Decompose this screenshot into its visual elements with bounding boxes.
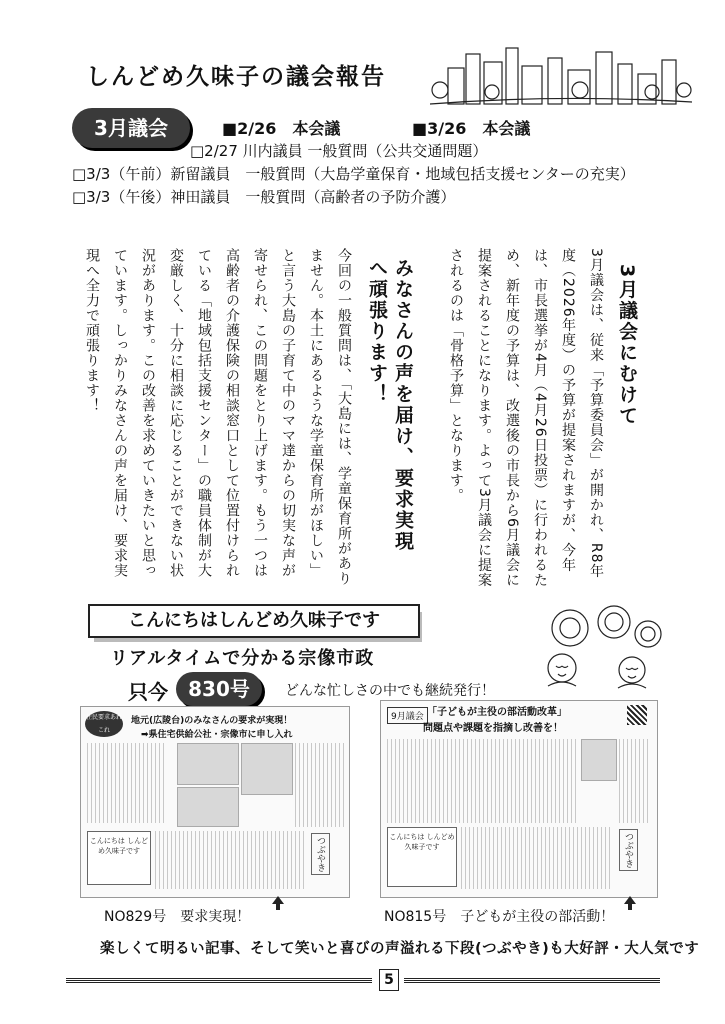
newsletter-thumbnail-815: [380, 700, 658, 898]
thumb1-tag: 住民要求あれこれ: [85, 711, 123, 737]
city-skyline-illustration: [430, 40, 692, 110]
thumb1-subheadline: ➡県住宅供給公社・宗像市に申し入れ: [141, 730, 293, 740]
caption-829: NO829号 要求実現！: [104, 909, 251, 925]
qr-code-icon: [627, 705, 647, 725]
newsletter-thumbnail-829: [80, 706, 350, 898]
schedule-line-kanda: □3/3（午後）神田議員 一般質問（高齢者の予防介護）: [72, 188, 456, 206]
article1-body: 3月議会は、従来「予算委員会」が開かれ、R8年度（2026年度）の予算が提案されますが、今年は、市長選挙が4月（4月26日投票）に行われるため、新年度の予算は、改選後の市長から6月議会に提案されることになります。よって3月議会に提案されるのは「骨格予算」となります。: [448, 248, 604, 588]
article2-heading: みなさんの声を届け、要求実現へ頑張ります！: [366, 258, 414, 552]
thumb1-column-label: つぶやき: [311, 833, 330, 875]
article2-body: 今回の一般質問は、「大島には、学童保育所がありません。本土にあるような学童保育所がほしい」と言う大島の子育て中のママ達からの切実な声が寄せられ、この問題をとり上げます。もう一つは高齢者の介護保険の相談窓口として位置付けられている「地域包括支援センター」の職員体制が大変厳しく、十分に相談に応じることができない状況があります。この改善を求めていきたいと思っています。しっかりみなさんの声を届け、要求実現へ全力で頑張ります！: [84, 248, 352, 586]
thumb2-subheadline: 問題点や課題を指摘し改善を！: [423, 723, 563, 734]
page-number: 5: [379, 969, 399, 991]
thumb1-photo-a: [177, 743, 239, 785]
schedule-line-kawauchi: □2/27 川内議員 一般質問（公共交通問題）: [190, 142, 488, 160]
thumb1-headline: 地元(広陵台)のみなさんの要求が実現！: [131, 716, 293, 726]
promo-title-box: こんにちはしんどめ久味子です: [88, 604, 420, 638]
thumb2-masthead: こんにちは しんどめ久味子です: [387, 827, 457, 887]
schedule-session-a: ■2/26 本会議: [222, 119, 341, 138]
thumb2-photo: [581, 739, 617, 781]
sunflower-children-illustration: [522, 600, 672, 696]
caption-815: NO815号 子どもが主役の部活動！: [384, 909, 615, 925]
thumb1-photo-c: [177, 787, 239, 827]
session-badge: 3月議会: [72, 108, 190, 148]
realtime-tagline: リアルタイムで分かる宗像市政: [110, 648, 375, 669]
up-arrow-icon: [624, 896, 636, 904]
schedule-session-b: ■3/26 本会議: [412, 119, 531, 138]
thumb2-tag: 9月議会: [387, 707, 428, 724]
tadaima-label: 只今: [128, 680, 168, 704]
article1-heading: 3月議会にむけて: [616, 264, 638, 427]
slogan: どんな忙しさの中でも継続発行！: [285, 683, 495, 699]
up-arrow-icon: [272, 896, 284, 904]
page-title: しんどめ久味子の議会報告: [86, 64, 386, 90]
promo-footer-text: 楽しくて明るい記事、そして笑いと喜びの声溢れる下段(つぶやき)も大好評・大人気です: [100, 941, 700, 957]
schedule-line-shindome: □3/3（午前）新留議員 一般質問（大島学童保育・地域包括支援センターの充実）: [72, 165, 635, 183]
footer-rule-right: [404, 978, 660, 983]
thumb2-headline: 「子どもが主役の部活動改革」: [427, 707, 567, 718]
thumb1-photo-b: [241, 743, 293, 795]
thumb2-column-label: つぶやき: [619, 829, 638, 871]
footer-rule-left: [66, 978, 372, 983]
thumb1-masthead: こんにちは しんどめ久味子です: [87, 831, 151, 885]
issue-number-badge: 830号: [176, 672, 262, 706]
